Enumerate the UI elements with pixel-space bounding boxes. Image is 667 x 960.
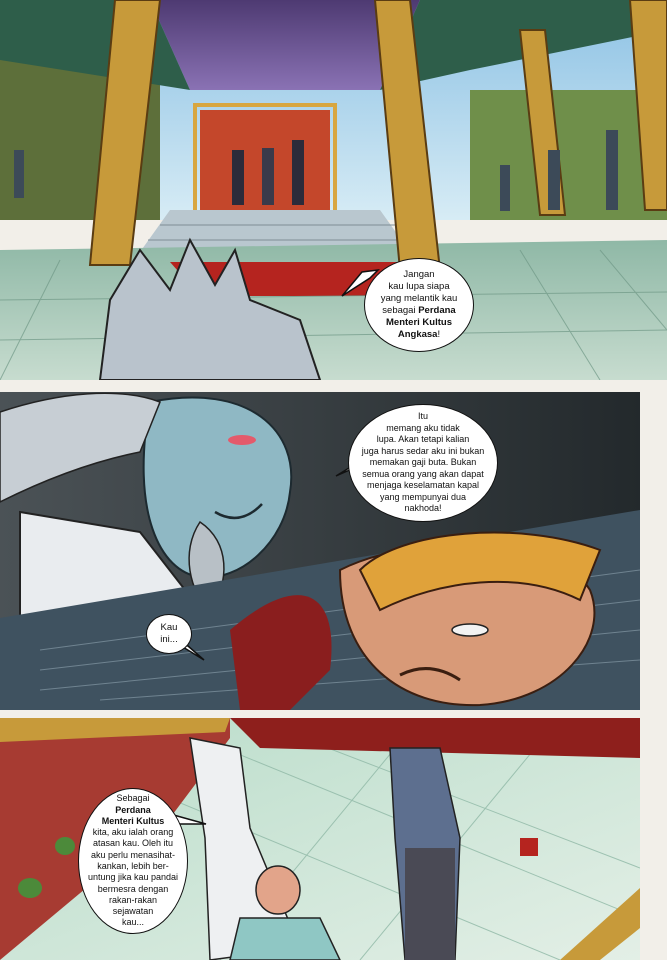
panel-palace (0, 0, 667, 380)
villain-eye (228, 435, 256, 445)
hall-bubble-bold: Menteri Kultus (101, 815, 165, 826)
hall-bubble-line: kankan, lebih ber- (97, 861, 169, 871)
guard-right-3 (500, 165, 510, 211)
figure-3 (292, 140, 304, 205)
hall-bubble-line: sejawatan (112, 906, 154, 917)
guard-left (14, 150, 24, 198)
figure-2 (262, 148, 274, 205)
villain-bubble-line: Itu (417, 411, 428, 422)
palace-bubble-line: yang melantik kau (380, 293, 458, 304)
hero-bubble-line: ini... (160, 634, 178, 645)
potted-plant-2 (18, 878, 42, 898)
hall-bubble-line: rakan-rakan (108, 894, 157, 905)
guard-right-1 (548, 150, 560, 210)
palace-bubble-line: ! (437, 329, 441, 340)
villain-bubble-line: lupa. Akan tetapi kalian (376, 434, 470, 445)
hall-bubble-line: untung jika kau pandai (87, 872, 179, 883)
palace-speech-bubble (364, 258, 474, 352)
potted-plant-1 (55, 837, 75, 855)
hero-legs (405, 848, 455, 960)
villain-bubble-line: yang mempunyai dua (379, 491, 467, 502)
villain-speech-bubble (348, 404, 498, 522)
hall-bubble-line: bermesra dengan (97, 883, 169, 894)
palace-bubble-line: sebagai (382, 305, 419, 316)
villain-bubble-line: menjaga keselamatan kapal (366, 480, 480, 491)
hall-bubble-line: kau... (121, 917, 144, 928)
villain-bubble-line: memakan gaji buta. Bukan (369, 457, 477, 468)
panel-hero (0, 510, 640, 710)
villain-bubble-line: semua orang yang akan dapat (362, 468, 484, 479)
hall-bubble-line: atasan kau. Oleh itu (92, 838, 174, 849)
guard-right-2 (606, 130, 618, 210)
hall-bubble-line: kita, aku ialah orang (92, 827, 174, 838)
villain-bubble-line: nakhoda! (404, 503, 442, 514)
hero-speech-bubble (146, 614, 192, 654)
villain-bubble-line: memang aku tidak (386, 422, 460, 433)
hall-bubble-line: aku perlu menasihat- (90, 849, 176, 860)
bald-man-head (256, 866, 300, 914)
palace-bubble-bold: Menteri Kultus (386, 317, 452, 328)
palace-bubble-bold: Angkasa (397, 329, 438, 340)
palace-bubble-bold: Perdana (418, 305, 456, 316)
bald-man-body (230, 918, 340, 960)
palace-scene (0, 0, 667, 380)
figure-1 (232, 150, 244, 205)
hero-bubble-line: Kau (160, 622, 178, 633)
hero-scene (0, 510, 640, 710)
panel-hall (0, 718, 640, 960)
hall-bubble-bold: Perdana (115, 804, 151, 815)
palace-bubble-line: Jangan (403, 269, 435, 280)
hall-bubble-line: Sebagai (116, 793, 150, 804)
palace-bubble-line: kau lupa siapa (388, 281, 450, 292)
hero-glove (520, 838, 538, 856)
villain-bubble-line: juga harus sedar aku ini bukan (361, 445, 485, 456)
hall-speech-bubble (78, 788, 188, 934)
hero-eye (452, 624, 488, 636)
